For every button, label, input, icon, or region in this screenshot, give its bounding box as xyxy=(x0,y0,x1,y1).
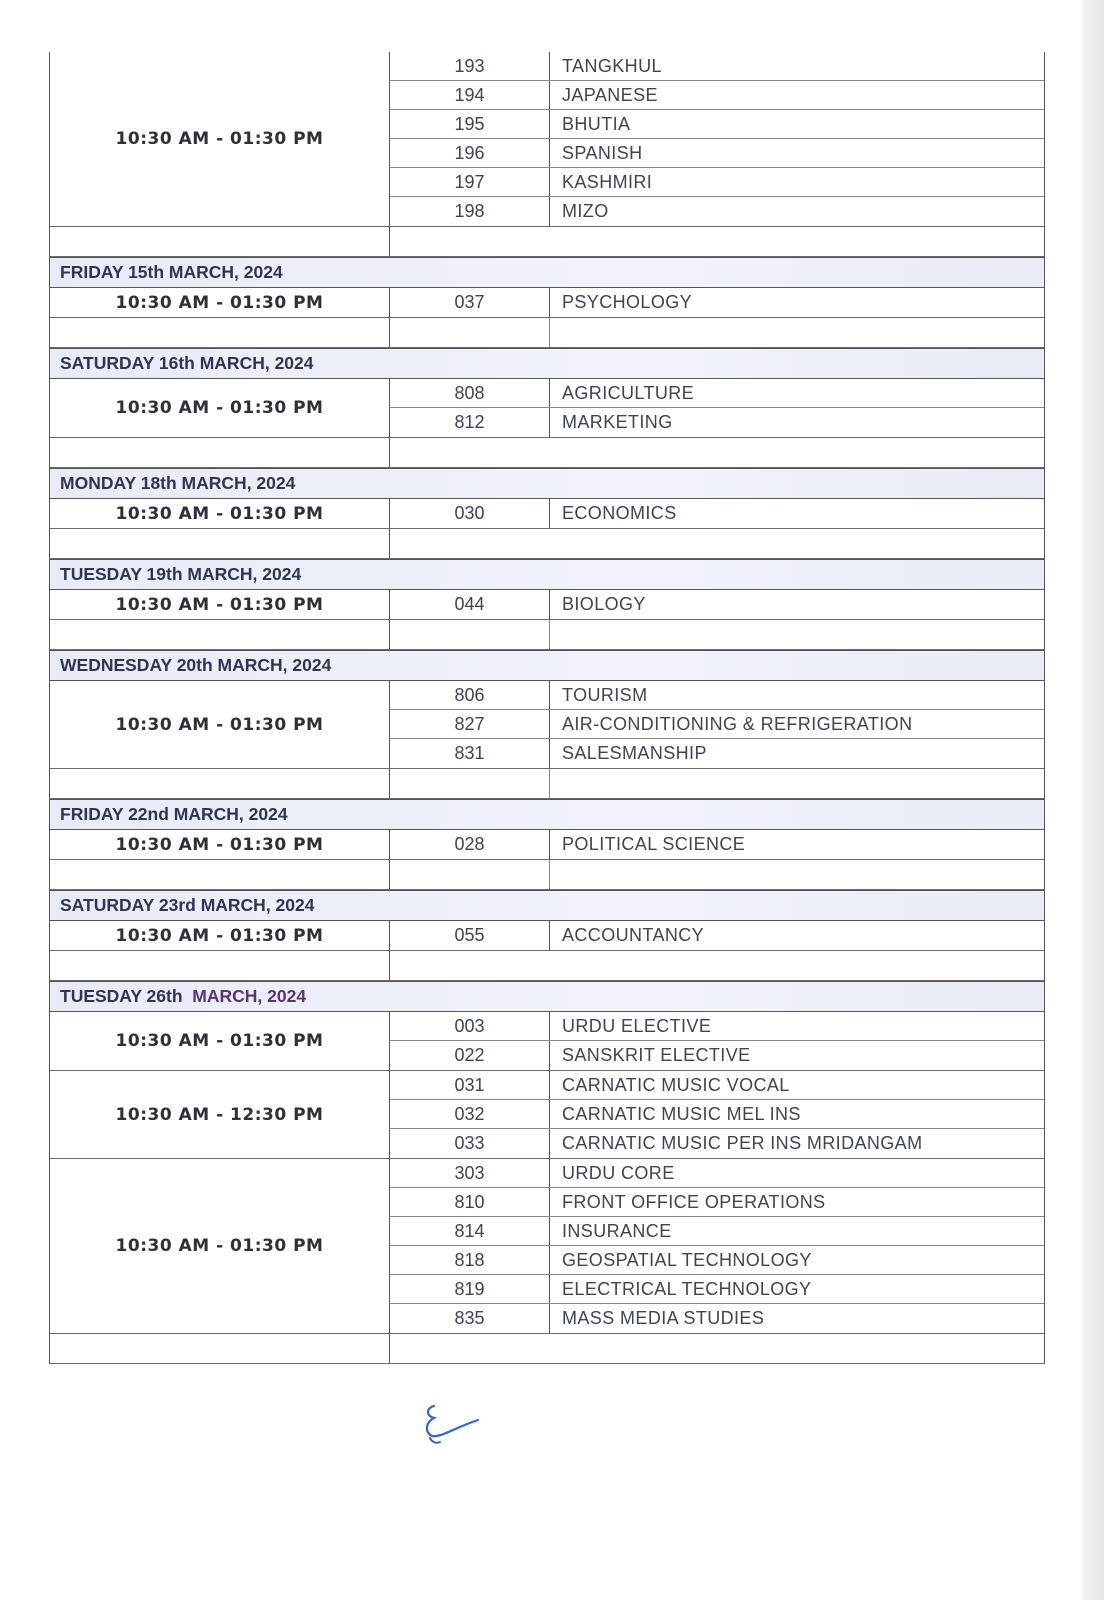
blank-time-cell xyxy=(50,620,390,649)
blank-code-cell xyxy=(390,860,550,889)
subject-row xyxy=(390,739,1044,768)
blank-spacer-row xyxy=(50,951,1044,981)
exam-time: 10:30 AM - 01:30 PM xyxy=(50,1159,390,1333)
subject-name: ACCOUNTANCY xyxy=(562,925,705,945)
subject-name: CARNATIC MUSIC PER INS MRIDANGAM xyxy=(562,1133,923,1153)
date-header-text: SATURDAY 23rd MARCH, 2024 xyxy=(60,895,315,915)
subject-name: AGRICULTURE xyxy=(562,382,695,403)
subject-code: 814 xyxy=(390,1217,550,1245)
subject-code: 197 xyxy=(390,168,550,196)
subject-code: 030 xyxy=(390,499,550,528)
subject-row xyxy=(390,1129,1044,1158)
time-slot-row xyxy=(50,830,1044,860)
date-header-month: MARCH, 2024 xyxy=(192,986,307,1006)
subject-list xyxy=(390,830,1044,859)
subject-name: AIR-CONDITIONING & REFRIGERATION xyxy=(562,713,913,734)
subject-code: 198 xyxy=(390,197,550,226)
subject-name: SALESMANSHIP xyxy=(562,743,707,763)
blank-time-cell xyxy=(50,227,390,256)
subject-name: MARKETING xyxy=(562,412,673,432)
subject-name: PSYCHOLOGY xyxy=(562,292,693,312)
time-slot-row xyxy=(50,921,1044,951)
subject-code: 806 xyxy=(390,681,550,709)
blank-spacer-row xyxy=(50,620,1044,650)
blank-spacer-row xyxy=(50,1334,1044,1364)
subject-code: 044 xyxy=(390,590,550,619)
blank-spacer-row xyxy=(50,318,1044,348)
subject-name: ELECTRICAL TECHNOLOGY xyxy=(562,1278,812,1299)
subject-row xyxy=(390,681,1044,710)
subject-list xyxy=(390,1071,1044,1158)
date-header-text: WEDNESDAY 20th MARCH, 2024 xyxy=(60,655,332,675)
blank-time-cell xyxy=(50,318,390,347)
subject-code: 819 xyxy=(390,1275,550,1303)
date-header xyxy=(50,559,1044,590)
signature-mark xyxy=(420,1398,490,1448)
subject-code: 835 xyxy=(390,1304,550,1333)
subject-name: INSURANCE xyxy=(562,1220,672,1241)
time-slot-row xyxy=(50,1071,1044,1159)
subject-code: 812 xyxy=(390,408,550,437)
subject-code: 196 xyxy=(390,139,550,167)
exam-time: 10:30 AM - 01:30 PM xyxy=(50,379,390,437)
subject-code: 827 xyxy=(390,710,550,738)
blank-spacer-row xyxy=(50,227,1044,257)
subject-name: URDU ELECTIVE xyxy=(562,1015,712,1036)
page-edge-shadow xyxy=(1082,0,1104,1600)
date-header-text: MONDAY 18th MARCH, 2024 xyxy=(60,473,296,493)
exam-time: 10:30 AM - 01:30 PM xyxy=(50,52,390,226)
subject-row xyxy=(390,139,1044,168)
subject-name: SANSKRIT ELECTIVE xyxy=(562,1045,751,1065)
date-header xyxy=(50,981,1044,1012)
subject-row xyxy=(390,1012,1044,1041)
subject-code: 028 xyxy=(390,830,550,859)
subject-row xyxy=(390,921,1044,950)
date-header-day: TUESDAY 26th xyxy=(60,986,183,1006)
subject-code: 033 xyxy=(390,1129,550,1158)
date-header xyxy=(50,257,1044,288)
blank-code-cell xyxy=(390,620,550,649)
subject-name: JAPANESE xyxy=(562,84,658,105)
date-header xyxy=(50,468,1044,499)
subject-row xyxy=(390,81,1044,110)
subject-name: CARNATIC MUSIC MEL INS xyxy=(562,1103,801,1124)
subject-row xyxy=(390,1304,1044,1333)
subject-name: KASHMIRI xyxy=(562,171,653,192)
subject-row xyxy=(390,590,1044,619)
subject-row xyxy=(390,1246,1044,1275)
date-header-text: FRIDAY 15th MARCH, 2024 xyxy=(60,262,283,282)
subject-row xyxy=(390,52,1044,81)
subject-code: 831 xyxy=(390,739,550,768)
subject-row xyxy=(390,1041,1044,1070)
exam-time: 10:30 AM - 01:30 PM xyxy=(50,590,390,619)
subject-name: MASS MEDIA STUDIES xyxy=(562,1308,765,1328)
subject-code: 193 xyxy=(390,52,550,80)
time-slot-row xyxy=(50,499,1044,529)
date-header xyxy=(50,650,1044,681)
blank-time-cell xyxy=(50,1334,390,1363)
time-slot-row xyxy=(50,52,1044,227)
subject-row xyxy=(390,499,1044,528)
date-header xyxy=(50,348,1044,379)
blank-time-cell xyxy=(50,951,390,980)
subject-row xyxy=(390,379,1044,408)
date-header xyxy=(50,890,1044,921)
blank-time-cell xyxy=(50,860,390,889)
exam-time: 10:30 AM - 01:30 PM xyxy=(50,681,390,768)
subject-list xyxy=(390,52,1044,226)
subject-row xyxy=(390,1159,1044,1188)
subject-name: FRONT OFFICE OPERATIONS xyxy=(562,1191,826,1212)
subject-list xyxy=(390,499,1044,528)
blank-spacer-row xyxy=(50,769,1044,799)
exam-time: 10:30 AM - 01:30 PM xyxy=(50,1012,390,1070)
subject-row xyxy=(390,110,1044,139)
blank-time-cell xyxy=(50,438,390,467)
subject-list xyxy=(390,681,1044,768)
exam-time: 10:30 AM - 01:30 PM xyxy=(50,288,390,317)
subject-name: ECONOMICS xyxy=(562,503,677,523)
exam-time: 10:30 AM - 12:30 PM xyxy=(50,1071,390,1158)
date-header-text: FRIDAY 22nd MARCH, 2024 xyxy=(60,804,288,824)
subject-name: POLITICAL SCIENCE xyxy=(562,834,746,854)
subject-code: 003 xyxy=(390,1012,550,1040)
exam-time: 10:30 AM - 01:30 PM xyxy=(50,921,390,950)
subject-name: CARNATIC MUSIC VOCAL xyxy=(562,1074,790,1095)
subject-code: 195 xyxy=(390,110,550,138)
blank-spacer-row xyxy=(50,438,1044,468)
subject-row xyxy=(390,830,1044,859)
subject-row xyxy=(390,1217,1044,1246)
time-slot-row xyxy=(50,1159,1044,1334)
subject-row xyxy=(390,1275,1044,1304)
subject-list xyxy=(390,379,1044,437)
subject-row xyxy=(390,1100,1044,1129)
subject-name: BIOLOGY xyxy=(562,594,646,614)
subject-name: BHUTIA xyxy=(562,113,631,134)
time-slot-row xyxy=(50,681,1044,769)
subject-code: 808 xyxy=(390,379,550,407)
subject-code: 032 xyxy=(390,1100,550,1128)
subject-list xyxy=(390,1012,1044,1070)
subject-code: 037 xyxy=(390,288,550,317)
time-slot-row xyxy=(50,590,1044,620)
subject-code: 194 xyxy=(390,81,550,109)
subject-code: 022 xyxy=(390,1041,550,1070)
subject-code: 818 xyxy=(390,1246,550,1274)
subject-name: URDU CORE xyxy=(562,1162,675,1183)
blank-spacer-row xyxy=(50,860,1044,890)
subject-row xyxy=(390,1071,1044,1100)
subject-name: MIZO xyxy=(562,201,609,221)
subject-row xyxy=(390,288,1044,317)
date-header-text: TUESDAY 19th MARCH, 2024 xyxy=(60,564,302,584)
subject-name: TANGKHUL xyxy=(562,55,662,76)
subject-name: SPANISH xyxy=(562,142,643,163)
subject-name: TOURISM xyxy=(562,684,648,705)
subject-list xyxy=(390,590,1044,619)
blank-spacer-row xyxy=(50,529,1044,559)
subject-row xyxy=(390,168,1044,197)
date-header xyxy=(50,799,1044,830)
subject-code: 303 xyxy=(390,1159,550,1187)
date-header-text: SATURDAY 16th MARCH, 2024 xyxy=(60,353,314,373)
exam-schedule-table xyxy=(49,52,1045,1364)
subject-row xyxy=(390,1188,1044,1217)
subject-list xyxy=(390,288,1044,317)
time-slot-row xyxy=(50,288,1044,318)
exam-time: 10:30 AM - 01:30 PM xyxy=(50,499,390,528)
subject-row xyxy=(390,197,1044,226)
blank-code-cell xyxy=(390,769,550,798)
subject-name: GEOSPATIAL TECHNOLOGY xyxy=(562,1249,812,1270)
blank-time-cell xyxy=(50,529,390,558)
exam-time: 10:30 AM - 01:30 PM xyxy=(50,830,390,859)
subject-code: 031 xyxy=(390,1071,550,1099)
time-slot-row xyxy=(50,1012,1044,1071)
time-slot-row xyxy=(50,379,1044,438)
subject-row xyxy=(390,710,1044,739)
subject-row xyxy=(390,408,1044,437)
subject-code: 055 xyxy=(390,921,550,950)
subject-list xyxy=(390,921,1044,950)
blank-code-cell xyxy=(390,318,550,347)
subject-code: 810 xyxy=(390,1188,550,1216)
subject-list xyxy=(390,1159,1044,1333)
blank-time-cell xyxy=(50,769,390,798)
